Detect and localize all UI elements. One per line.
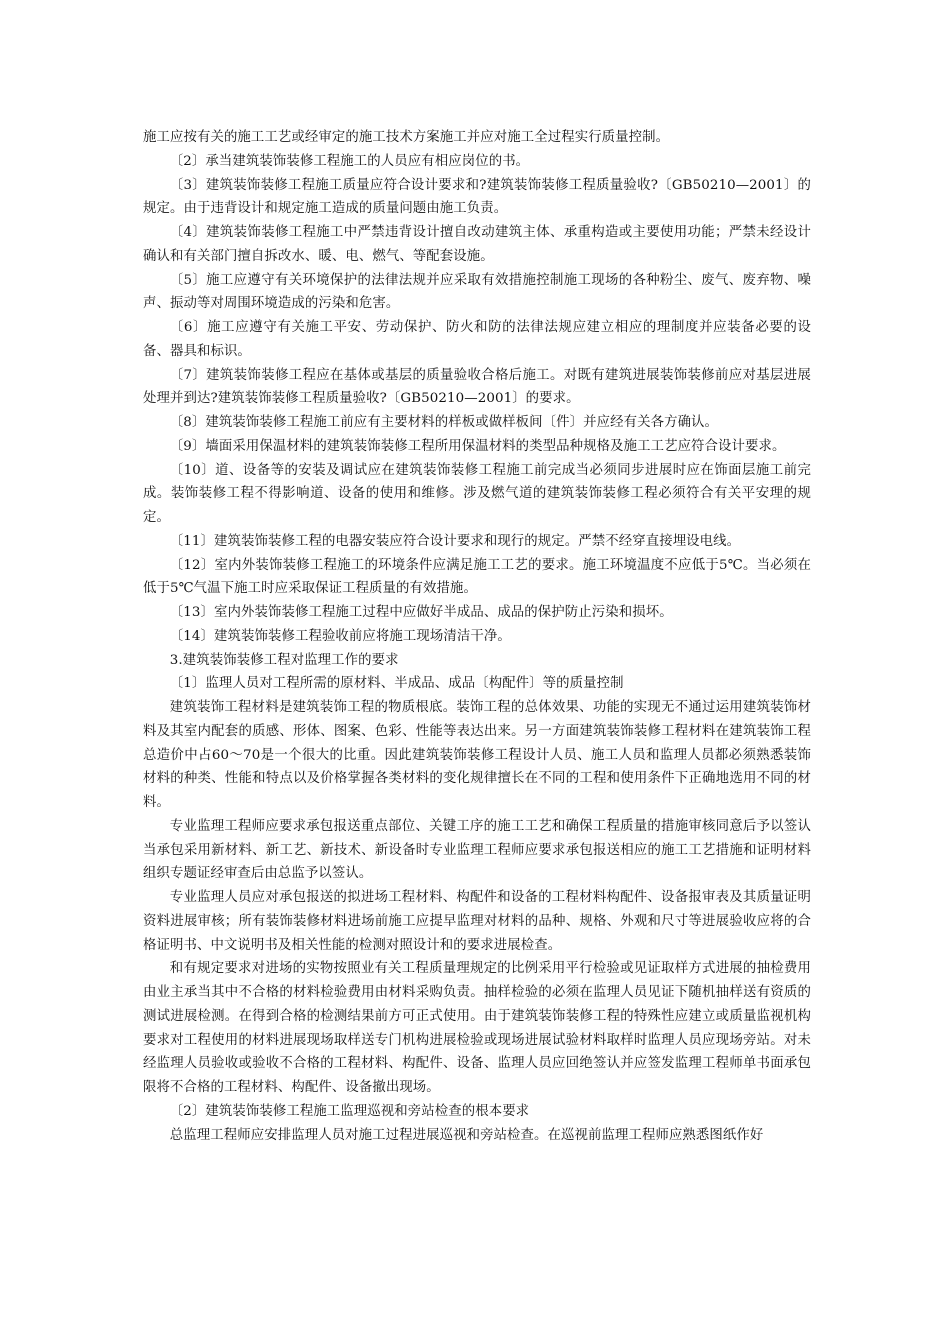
- paragraph: 〔5〕施工应遵守有关环境保护的法律法规并应采取有效措施控制施工现场的各种粉尘、废气、废弃物、噪声、振动等对周围环境造成的污染和危害。: [143, 272, 811, 312]
- paragraph: 〔3〕建筑装饰装修工程施工质量应符合设计要求和?建筑装饰装修工程质量验收?〔GB50210—2001〕的规定。由于违背设计和规定施工造成的质量问题由施工负责。: [143, 177, 811, 217]
- paragraph: 〔2〕承当建筑装饰装修工程施工的人员应有相应岗位的书。: [169, 153, 530, 169]
- paragraph: 〔8〕建筑装饰装修工程施工前应有主要材料的样板或做样板间〔件〕并应经有关各方确认。: [169, 415, 719, 430]
- paragraph: 施工应按有关的施工工艺或经审定的施工技术方案施工并应对施工全过程实行质量控制。: [143, 130, 670, 145]
- paragraph: 〔10〕道、设备等的安装及调试应在建筑装饰装修工程施工前完成当必须同步进展时应在饰面层施工前完成。装饰装修工程不得影响道、设备的使用和维修。涉及燃气道的建筑装饰装修工程必须符合有关平安理的规定。: [143, 462, 811, 525]
- subsection-heading: 〔1〕监理人员对工程所需的原材料、半成品、成品〔构配件〕等的质量控制: [169, 676, 624, 692]
- paragraph: 〔12〕室内外装饰装修工程施工的环境条件应满足施工工艺的要求。施工环境温度不应低于5℃。当必须在低于5℃气温下施工时应采取保证工程质量的有效措施。: [143, 557, 811, 597]
- paragraph: 专业监理人员应对承包报送的拟进场工程材料、构配件和设备的工程材料构配件、设备报审表及其质量证明资料进展审核；所有装饰装修材料进场前施工应提早监理对材料的品种、规格、外观和尺寸等进展验收应将的合格证明书、中文说明书及相关性能的检测对照设计和的要求进展检查。: [143, 890, 811, 953]
- paragraph: 〔9〕墙面采用保温材料的建筑装饰装修工程所用保温材料的类型品种规格及施工工艺应符合设计要求。: [169, 438, 786, 454]
- paragraph: 〔13〕室内外装饰装修工程施工过程中应做好半成品、成品的保护防止污染和损坏。: [169, 605, 673, 620]
- paragraph: 〔4〕建筑装饰装修工程施工中严禁违背设计擅自改动建筑主体、承重构造或主要使用功能；严禁未经设计确认和有关部门擅自拆改水、暖、电、燃气、等配套设施。: [143, 225, 811, 264]
- paragraph: 专业监理工程师应要求承包报送重点部位、关键工序的施工工艺和确保工程质量的措施审核同意后予以签认当承包采用新材料、新工艺、新技术、新设备时专业监理工程师应要求承包报送相应的施工工艺措施和证明材料组织专题证经审查后由总监予以签认。: [143, 818, 811, 882]
- body-text: [143, 126, 811, 1147]
- paragraph: 总监理工程师应安排监理人员对施工过程进展巡视和旁站检查。在巡视前监理工程师应熟悉图纸作好: [169, 1127, 764, 1143]
- paragraph: 〔6〕施工应遵守有关施工平安、劳动保护、防火和防的法律法规应建立相应的理制度并应装备必要的设备、器具和标识。: [143, 320, 811, 359]
- paragraph: 〔11〕建筑装饰装修工程的电器安装应符合设计要求和现行的规定。严禁不经穿直接埋设电线。: [169, 533, 741, 549]
- section-heading: 3.建筑装饰装修工程对监理工作的要求: [169, 652, 399, 668]
- paragraph: 〔7〕建筑装饰装修工程应在基体或基层的质量验收合格后施工。对既有建筑进展装饰装修前应对基层进展处理并到达?建筑装饰装修工程质量验收?〔GB50210—2001〕的要求。: [143, 367, 811, 407]
- paragraph: 〔14〕建筑装饰装修工程验收前应将施工现场清洁干净。: [169, 628, 511, 644]
- paragraph: 建筑装饰工程材料是建筑装饰工程的物质根底。装饰工程的总体效果、功能的实现无不通过运用建筑装饰材料及其室内配套的质感、形体、图案、色彩、性能等表达出来。另一方面建筑装饰装修工程材料在建筑装饰工程总造价中占60～70是一个很大的比重。因此建筑装饰装修工程设计人员、施工人员和监理人员都必须熟悉装饰材料的种类、性能和特点以及价格掌握各类材料的变化规律擅长在不同的工程和使用条件下正确地选用不同的材料。: [143, 700, 811, 810]
- paragraph: 和有规定要求对进场的实物按照业有关工程质量理规定的比例采用平行检验或见证取样方式进展的抽检费用由业主承当其中不合格的材料检验费用由材料采购负责。抽样检验的必须在监理人员见证下随机抽样送有资质的测试进展检测。在得到合格的检测结果前方可正式使用。由于建筑装饰装修工程的特殊性应建立或质量监视机构要求对工程使用的材料进展现场取样送专门机构进展检验或现场进展试验材料取样时监理人员应现场旁站。对未经监理人员验收或验收不合格的工程材料、构配件、设备、监理人员应回绝签认并应签发监理工程师单书面承包限将不合格的工程材料、构配件、设备撤出现场。: [143, 961, 811, 1095]
- subsection-heading: 〔2〕建筑装饰装修工程施工监理巡视和旁站检查的根本要求: [169, 1103, 530, 1119]
